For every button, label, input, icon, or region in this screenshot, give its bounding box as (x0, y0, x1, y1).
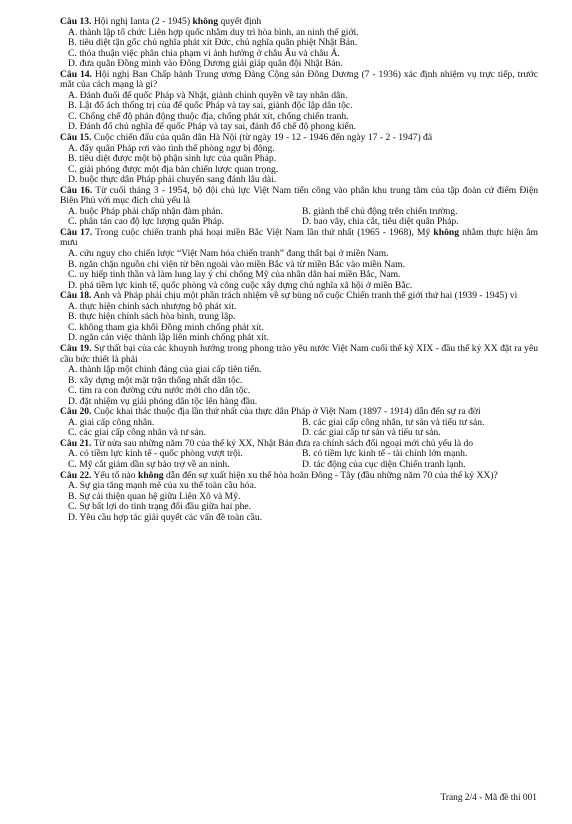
answer-option: B. thực hiện chính sách hòa bình, trung lập. (68, 311, 236, 323)
emphasis-keyword: không (138, 469, 164, 481)
question-block (60, 186, 538, 228)
answer-option: C. giải phóng được một địa bàn chiến lược quan trọng. (68, 163, 279, 175)
question-number: Câu 16. (60, 184, 93, 196)
answer-option: B. Sự cải thiện quan hệ giữa Liên Xô và Mỹ. (68, 490, 241, 502)
answer-option: C. Chống chế độ phản động thuộc địa, chống phát xít, chống chiến tranh. (68, 110, 349, 122)
question-number: Câu 15. (60, 132, 92, 144)
answer-option: D. đưa quân Đồng minh vào Đông Dương giải giáp quân đội Nhật Bản. (68, 58, 343, 70)
page-footer: Trang 2/4 - Mã đề thi 001 (440, 793, 537, 803)
answer-option: A. thành lập tổ chức Liên hợp quốc nhằm duy trì hòa bình, an ninh thế giới. (68, 26, 359, 38)
answer-option: C. tìm ra con đường cứu nước mới cho dân tộc. (68, 385, 251, 397)
question-stem (60, 70, 538, 91)
question-block (60, 439, 538, 471)
answer-option: A. thành lập một chính đảng của giai cấp tiên tiến. (68, 364, 262, 376)
stem-text: quyết định (218, 16, 262, 27)
answer-option: D. các giai cấp tư sản và tiểu tư sản. (302, 427, 441, 439)
question-number: Câu 17. (60, 226, 93, 238)
question-block (60, 17, 538, 70)
stem-text: Yếu tố nào (93, 469, 138, 481)
stem-text: Cuộc khai thác thuộc địa lần thứ nhất của thực dân Pháp ở Việt Nam (1897 - 1914) dẫn đến sự ra đời (93, 406, 481, 418)
answer-option: B. xây dựng một mặt trận thống nhất dân tộc. (68, 374, 243, 386)
emphasis-keyword: không (192, 16, 219, 27)
stem-text: Từ nửa sau những năm 70 của thế kỷ XX, Nhật Bản đưa ra chính sách đối ngoại mới chủ yếu là do (93, 437, 474, 449)
question-stem (60, 228, 538, 249)
question-block (60, 344, 538, 407)
answer-option: A. Đánh đuổi đế quốc Pháp và Nhật, giành chính quyền về tay nhân dân. (68, 89, 348, 101)
answer-option: C. các giai cấp công nhân và tư sản. (68, 427, 206, 439)
question-block (60, 70, 538, 133)
question-number: Câu 13. (60, 16, 92, 27)
question-number: Câu 19. (60, 342, 92, 354)
answer-option: C. Sự bất lợi do tình trạng đối đầu giữa hai phe. (68, 501, 252, 513)
question-stem (60, 133, 538, 144)
answer-option: A. có tiềm lực kinh tế - quốc phòng vượt trội. (68, 448, 243, 460)
answer-option: C. uy hiếp tinh thần và làm lung lay ý chí chống Mỹ của nhân dân hai miền Bắc, Nam. (68, 269, 401, 281)
question-number: Câu 14. (60, 68, 93, 80)
answer-option: D. Yêu cầu hợp tác giải quyết các vấn đề toàn cầu. (68, 511, 263, 523)
question-number: Câu 22. (60, 469, 92, 481)
question-number: Câu 21. (60, 437, 92, 449)
answer-option: D. Đánh đổ chủ nghĩa đế quốc Pháp và tay sai, đánh đổ chế độ phong kiến. (68, 121, 357, 133)
stem-text: dẫn đến sự xuất hiện xu thế hòa hoãn Đông - Tây (đầu những năm 70 của thế kỷ XX)? (163, 469, 498, 481)
stem-text: Trong cuộc chiến tranh phá hoại miền Bắc Việt Nam lần thứ nhất (1965 - 1968), Mỹ (95, 226, 434, 238)
answer-option: A. đẩy quân Pháp rơi vào tình thế phòng ngự bị động. (68, 142, 275, 154)
answer-option: B. tiêu diệt tận gốc chủ nghĩa phát xít Đức, chủ nghĩa quân phiệt Nhật Bản. (68, 37, 358, 49)
question-block (60, 291, 538, 344)
answer-option: D. bao vây, chia cắt, tiêu diệt quân Pháp. (302, 216, 459, 228)
stem-text: Từ cuối tháng 3 - 1954, bộ đội chủ lực Việt Nam tiến công vào phân khu trung tâm của tập đoàn cứ điểm Điện Biên Phủ với mục đích chủ yếu là (60, 184, 538, 207)
question-block (60, 133, 538, 186)
answer-option: A. buộc Pháp phải chấp nhận đàm phán. (68, 205, 223, 217)
emphasis-keyword: không (433, 226, 460, 238)
stem-text: Anh và Pháp phải chịu một phần trách nhiệm về sự bùng nổ cuộc Chiến tranh thế giới thứ hai (1939 - 1945) vì (93, 290, 518, 302)
stem-text: Sự thất bại của các khuynh hướng trong phong trào yêu nước Việt Nam cuối thế kỷ XIX - đầu thế kỷ XX đặt ra yêu cầu bức thiết là phải (60, 342, 539, 365)
question-number: Câu 18. (60, 290, 92, 302)
answer-option: D. phá tiềm lực kinh tế, quốc phòng và công cuộc xây dựng chủ nghĩa xã hội ở miền Bắc. (68, 279, 413, 291)
answer-option: B. các giai cấp công nhân, tư sản và tiểu tư sản. (302, 416, 485, 428)
answer-option: D. buộc thực dân Pháp phải chuyển sang đánh lâu dài. (68, 174, 277, 186)
answer-option: A. cứu nguy cho chiến lược “Việt Nam hóa chiến tranh” đang thất bại ở miền Nam. (68, 248, 389, 260)
question-stem (60, 186, 538, 207)
answer-option: B. tiêu diệt được một bộ phận sinh lực của quân Pháp. (68, 153, 277, 165)
answer-option: A. thực hiện chính sách nhượng bộ phát xít. (68, 300, 237, 312)
stem-text: Cuộc chiến đấu của quân dân Hà Nội (từ ngày 19 - 12 - 1946 đến ngày 17 - 2 - 1947) đã (93, 132, 433, 144)
question-block (60, 407, 538, 439)
question-number: Câu 20. (60, 406, 92, 418)
answer-option: B. giành thế chủ động trên chiến trường. (302, 205, 458, 217)
answer-option: C. phân tán cao độ lực lượng quân Pháp. (68, 216, 225, 228)
stem-text: Hội nghị Ban Chấp hành Trung ương Đảng Cộng sản Đông Dương (7 - 1936) xác định nhiệm vụ trực tiếp, trước mắt của cách mạng là gì? (60, 68, 538, 91)
question-stem (60, 344, 538, 365)
answer-option: D. đặt nhiệm vụ giải phóng dân tộc lên hàng đầu. (68, 395, 258, 407)
answer-option: A. giai cấp công nhân. (68, 416, 155, 428)
answer-option: C. không tham gia khối Đồng minh chống phát xít. (68, 321, 264, 333)
question-block (60, 471, 538, 524)
exam-page (60, 17, 538, 523)
answer-option: D. ngăn cản việc thành lập liên minh chống phát xít. (68, 332, 269, 344)
stem-text: Hội nghị Ianta (2 - 1945) (93, 16, 193, 27)
question-block (60, 228, 538, 291)
answer-option: C. Mỹ cắt giảm dần sự bảo trợ về an ninh. (68, 458, 230, 470)
stem-text: nhằm thực hiện âm mưu (60, 226, 538, 249)
answer-option: B. Lật đổ ách thống trị của đế quốc Pháp và tay sai, giành độc lập dân tộc. (68, 100, 353, 112)
answer-option: B. có tiềm lực kinh tế - tài chính lớn mạnh. (302, 448, 468, 460)
answer-option: C. thỏa thuận việc phân chia phạm vi ảnh hưởng ở châu Âu và châu Á. (68, 47, 340, 59)
answer-option: D. tác động của cục diện Chiến tranh lạnh. (302, 458, 466, 470)
answer-option: B. ngăn chặn nguồn chi viện từ bên ngoài vào miền Bắc và từ miền Bắc vào miền Nam. (68, 258, 406, 270)
answer-option: A. Sự gia tăng mạnh mẽ của xu thế toàn cầu hóa. (68, 480, 257, 492)
question-stem (60, 17, 538, 28)
